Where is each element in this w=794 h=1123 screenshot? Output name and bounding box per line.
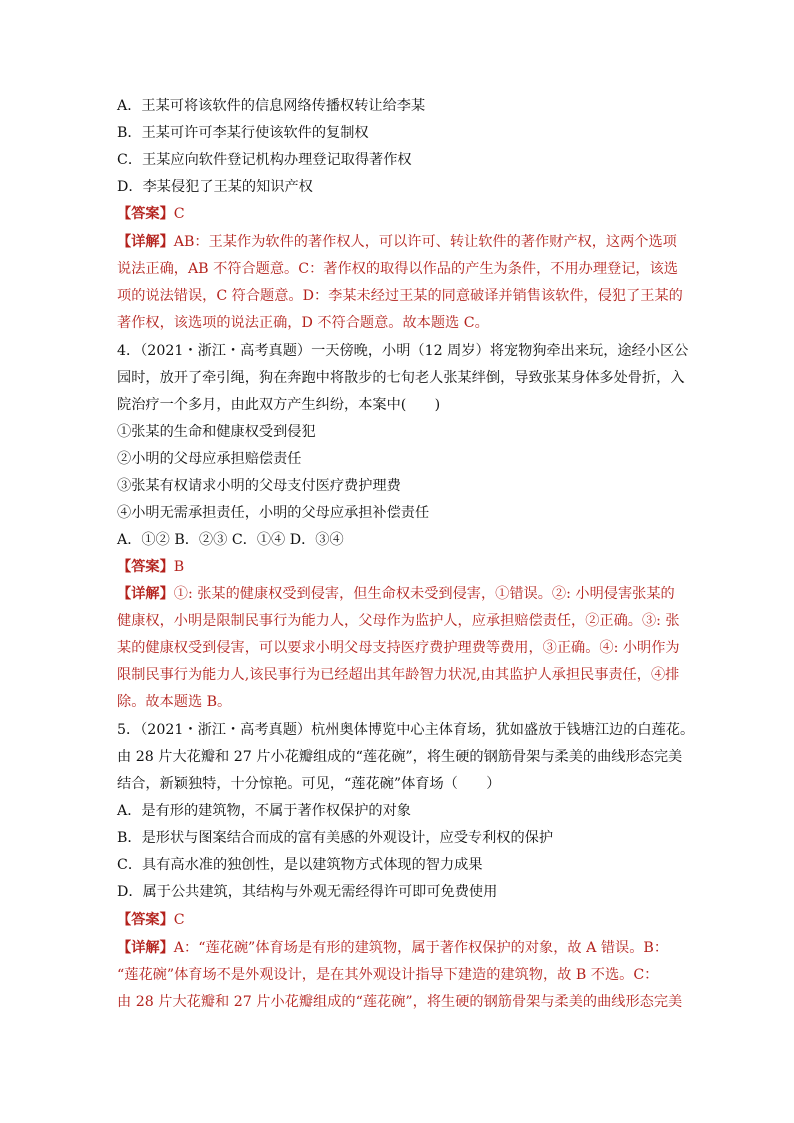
q3-explain-line-1	[117, 232, 687, 252]
q3-option-a: A．王某可将该软件的信息网络传播权转让给李某	[117, 98, 426, 114]
q3-answer	[117, 204, 687, 224]
q5-option-d: D．属于公共建筑，其结构与外观无需经得许可即可免费使用	[117, 884, 498, 900]
q5-option-b: B．是形状与图案结合而成的富有美感的外观设计，应受专利权的保护	[117, 830, 554, 846]
q5-stem-line-2: 由 28 片大花瓣和 27 片小花瓣组成的“莲花碗”，将生硬的钢筋骨架与柔美的曲线形态完美	[117, 749, 683, 765]
q5-option-c: C．具有高水准的独创性，是以建筑物方式体现的智力成果	[117, 857, 483, 873]
q5-stem-line-3: 结合，新颖独特，十分惊艳。可见，“莲花碗”体育场（ ）	[117, 776, 501, 792]
explain-tag: 【详解】	[117, 586, 174, 602]
q4-options: A．①② B．②③ C．①④ D．③④	[117, 532, 344, 548]
q4-explain-line-5: 除。故本题选 B。	[117, 694, 232, 710]
q4-stem-line-1: 4．（2021・浙江・高考真题）一天傍晚，小明（12 周岁）将宠物狗牵出来玩，途经小区公	[117, 343, 689, 359]
q4-explain-line-4: 限制民事行为能力人,该民事行为已经超出其年龄智力状况,由其监护人承担民事责任，④排	[117, 667, 680, 683]
q4-stem-line-2: 园时，放开了牵引绳，狗在奔跑中将散步的七旬老人张某绊倒，导致张某身体多处骨折，入	[117, 370, 685, 386]
q4-stem-line-3: 院治疗一个多月，由此双方产生纠纷，本案中( )	[117, 397, 441, 413]
q5-option-a: A．是有形的建筑物，不属于著作权保护的对象	[117, 803, 411, 819]
q5-answer	[117, 910, 687, 930]
q4-item-2: ②小明的父母应承担赔偿责任	[117, 451, 302, 467]
explain-tag: 【详解】	[117, 940, 174, 956]
q3-option-b: B．王某可许可李某行使该软件的复制权	[117, 125, 369, 141]
q4-explain-line-1	[117, 584, 687, 604]
q3-explain-line-2: 说法正确，AB 不符合题意。C：著作权的取得以作品的产生为条件，不用办理登记，该选	[117, 261, 678, 277]
q4-item-1: ①张某的生命和健康权受到侵犯	[117, 424, 316, 440]
q3-explain-line-3: 项的说法错误，C 符合题意。D：李某未经过王某的同意破译并销售该软件，侵犯了王某的	[117, 288, 683, 304]
answer-value: B	[173, 559, 185, 575]
q5-stem-line-1: 5．（2021・浙江・高考真题）杭州奥体博览中心主体育场，犹如盛放于钱塘江边的白莲花。	[117, 722, 695, 738]
answer-tag: 【答案】	[117, 206, 174, 222]
explain-text: ①: 张某的健康权受到侵害，但生命权未受到侵害，①错误。②: 小明侵害张某的	[173, 586, 675, 602]
q3-explain-line-4: 著作权，该选项的说法正确，D 不符合题意。故本题选 C。	[117, 315, 489, 331]
q4-item-4: ④小明无需承担责任，小明的父母应承担补偿责任	[117, 505, 430, 521]
explain-text: AB：王某作为软件的著作权人，可以许可、转让软件的著作财产权，这两个选项	[173, 234, 677, 250]
answer-value: C	[173, 912, 185, 928]
q5-explain-line-1	[117, 938, 687, 958]
q5-explain-line-2: “莲花碗”体育场不是外观设计，是在其外观设计指导下建造的建筑物，故 B 不选。C：	[117, 967, 659, 983]
q4-answer	[117, 557, 687, 577]
answer-value: C	[173, 206, 185, 222]
answer-tag: 【答案】	[117, 912, 174, 928]
q4-explain-line-2: 健康权，小明是限制民事行为能力人，父母作为监护人，应承担赔偿责任，②正确。③: 张	[117, 613, 680, 629]
q3-option-d: D．李某侵犯了王某的知识产权	[117, 179, 313, 195]
explain-tag: 【详解】	[117, 234, 174, 250]
q4-item-3: ③张某有权请求小明的父母支付医疗费护理费	[117, 478, 401, 494]
q4-explain-line-3: 某的健康权受到侵害，可以要求小明父母支持医疗费护理费等费用，③正确。④: 小明作为	[117, 640, 680, 656]
explain-text: A：“莲花碗”体育场是有形的建筑物，属于著作权保护的对象，故 A 错误。B：	[173, 940, 669, 956]
q3-option-c: C．王某应向软件登记机构办理登记取得著作权	[117, 152, 412, 168]
q5-explain-line-3: 由 28 片大花瓣和 27 片小花瓣组成的“莲花碗”，将生硬的钢筋骨架与柔美的曲线形态完美	[117, 994, 683, 1010]
answer-tag: 【答案】	[117, 559, 174, 575]
